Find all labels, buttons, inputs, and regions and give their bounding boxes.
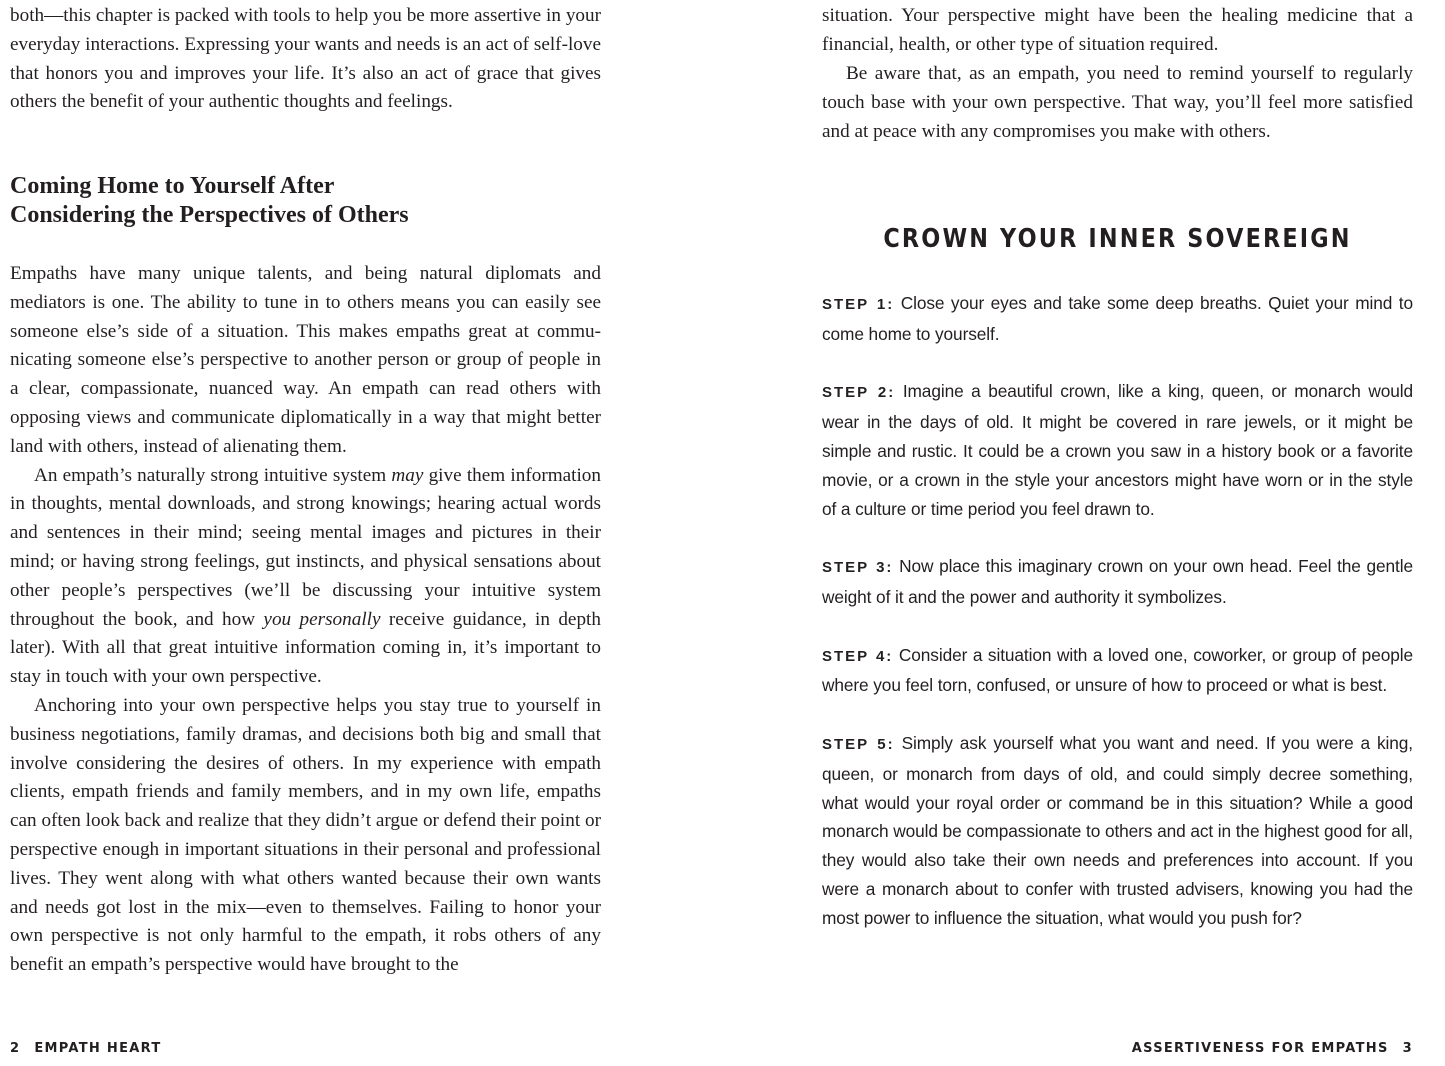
left-running-head: EMPATH HEART [34, 1041, 162, 1056]
awareness-paragraph: Be aware that, as an empath, you need to remind yourself to regularly touch base with your own perspective. That way, you’ll feel more satisfied and at peace with any compromises you make with others. [822, 63, 1413, 142]
step-2-label: STEP 2: [822, 384, 896, 402]
step-5-label: STEP 5: [822, 735, 895, 753]
body-paragraph-3: Anchoring into your own perspective helps you stay true to yourself in business negotiations, family dramas, and decisions both big and small that involve considering the desires of others. In my experience with empath clients, empath friends and family members, and in my own life, empaths can often look back and realize that they didn’t argue or defend their point or perspective enough in important situations in their personal and professional lives. They went along with what others wanted because their own wants and needs got lost in the mix—even to themselves. Failing to honor your own perspective is not only harmful to the empath, it robs others of any benefit an empath’s perspective would have brought to the [10, 694, 601, 976]
intro-paragraph: both—this chapter is packed with tools to help you be more assertive in your everyday interactions. Expressing your wants and needs is an act of self-love that honors you and improves your life. It’s also an act of grace that gives others the benefit of your authentic thoughts and feelings. [10, 5, 601, 113]
step-1-label: STEP 1: [822, 296, 895, 313]
section-heading-line-1: Coming Home to Yourself After [10, 173, 335, 199]
step-4-text: Consider a situation with a loved one, coworker, or group of people where you feel torn, confused, or unsure of how to proceed or what is best. [822, 644, 1413, 696]
step-1 [822, 289, 1413, 349]
step-3-text: Now place this imaginary crown on your own head. Feel the gentle weight of it and the power and authority it symbolizes. [822, 556, 1413, 607]
left-page [10, 0, 601, 1066]
paragraph-2-text-a: An empath’s naturally strong intuitive system [34, 464, 392, 486]
paragraph-2-text-b: give them information in thoughts, mental downloads, and strong knowings; hearing actual words and sentences in their mind; seeing mental images and pictures in their mind; or having strong feelings, gut instincts, and physical sensations about other people’s perspectives (we’ll be discussing your intuitive system throughout the book, and how [10, 464, 601, 630]
step-4 [822, 641, 1413, 701]
body-paragraph-2 [10, 462, 601, 692]
body-paragraph-1: Empaths have many unique talents, and being natural diplomats and mediators is one. The ability to tune in to others means you can easily see someone else’s side of a situation. This makes empaths great at communicating someone else’s perspective to another person or group of people in a clear, compassionate, nuanced way. An empath can read others with opposing views and communicate diplomatically in a way that might better land with others, instead of alienating them. [10, 263, 601, 457]
section-heading [10, 172, 601, 230]
step-2 [822, 377, 1413, 523]
exercise-title-wrap [822, 224, 1413, 254]
step-2-text: Imagine a beautiful crown, like a king, queen, or monarch would wear in the days of old. It might be covered in rare jewels, or it might be simple and rustic. It could be a crown you saw in a history book or a favorite movie, or a crown in the style your ancestors might have worn or in the style of a culture or time period you feel drawn to. [822, 381, 1413, 519]
step-4-label: STEP 4: [822, 647, 894, 665]
emphasis-you-personally: you personally [263, 608, 381, 630]
left-page-number: 2 [10, 1041, 21, 1056]
continued-paragraph: situation. Your perspective might have been the healing medicine that a financial, health, or other type of situation required. [822, 5, 1413, 55]
section-heading-line-2: Considering the Perspectives of Others [10, 202, 409, 228]
right-page-number: 3 [1402, 1041, 1413, 1056]
left-footer [10, 1041, 162, 1056]
exercise-title: CROWN YOUR INNER SOVEREIGN [883, 224, 1352, 254]
emphasis-may: may [391, 464, 424, 486]
step-5 [822, 729, 1413, 933]
right-footer [1132, 1041, 1413, 1056]
exercise-steps [822, 289, 1413, 961]
step-3 [822, 552, 1413, 612]
section-body [10, 260, 601, 980]
paragraph-2-text-c: receive guidance, in depth later). With all that great intuitive information coming in, it’s important to stay in touch with your own perspective. [10, 608, 601, 688]
step-5-text: Simply ask yourself what you want and need. If you were a king, queen, or monarch from days of old, and could simply decree something, what would your royal order or command be in this situation? While a good monarch would be compassionate to others and act in the highest good for all, they would also take their own needs and preferences into account. If you were a monarch about to confer with trusted advisers, knowing you had the most power to influence the situation, what would you push for? [822, 732, 1413, 928]
right-page [822, 0, 1413, 1066]
step-1-text: Close your eyes and take some deep breaths. Quiet your mind to come home to yourself. [822, 293, 1413, 344]
step-3-label: STEP 3: [822, 559, 894, 577]
right-running-head: ASSERTIVENESS FOR EMPATHS [1131, 1041, 1389, 1056]
